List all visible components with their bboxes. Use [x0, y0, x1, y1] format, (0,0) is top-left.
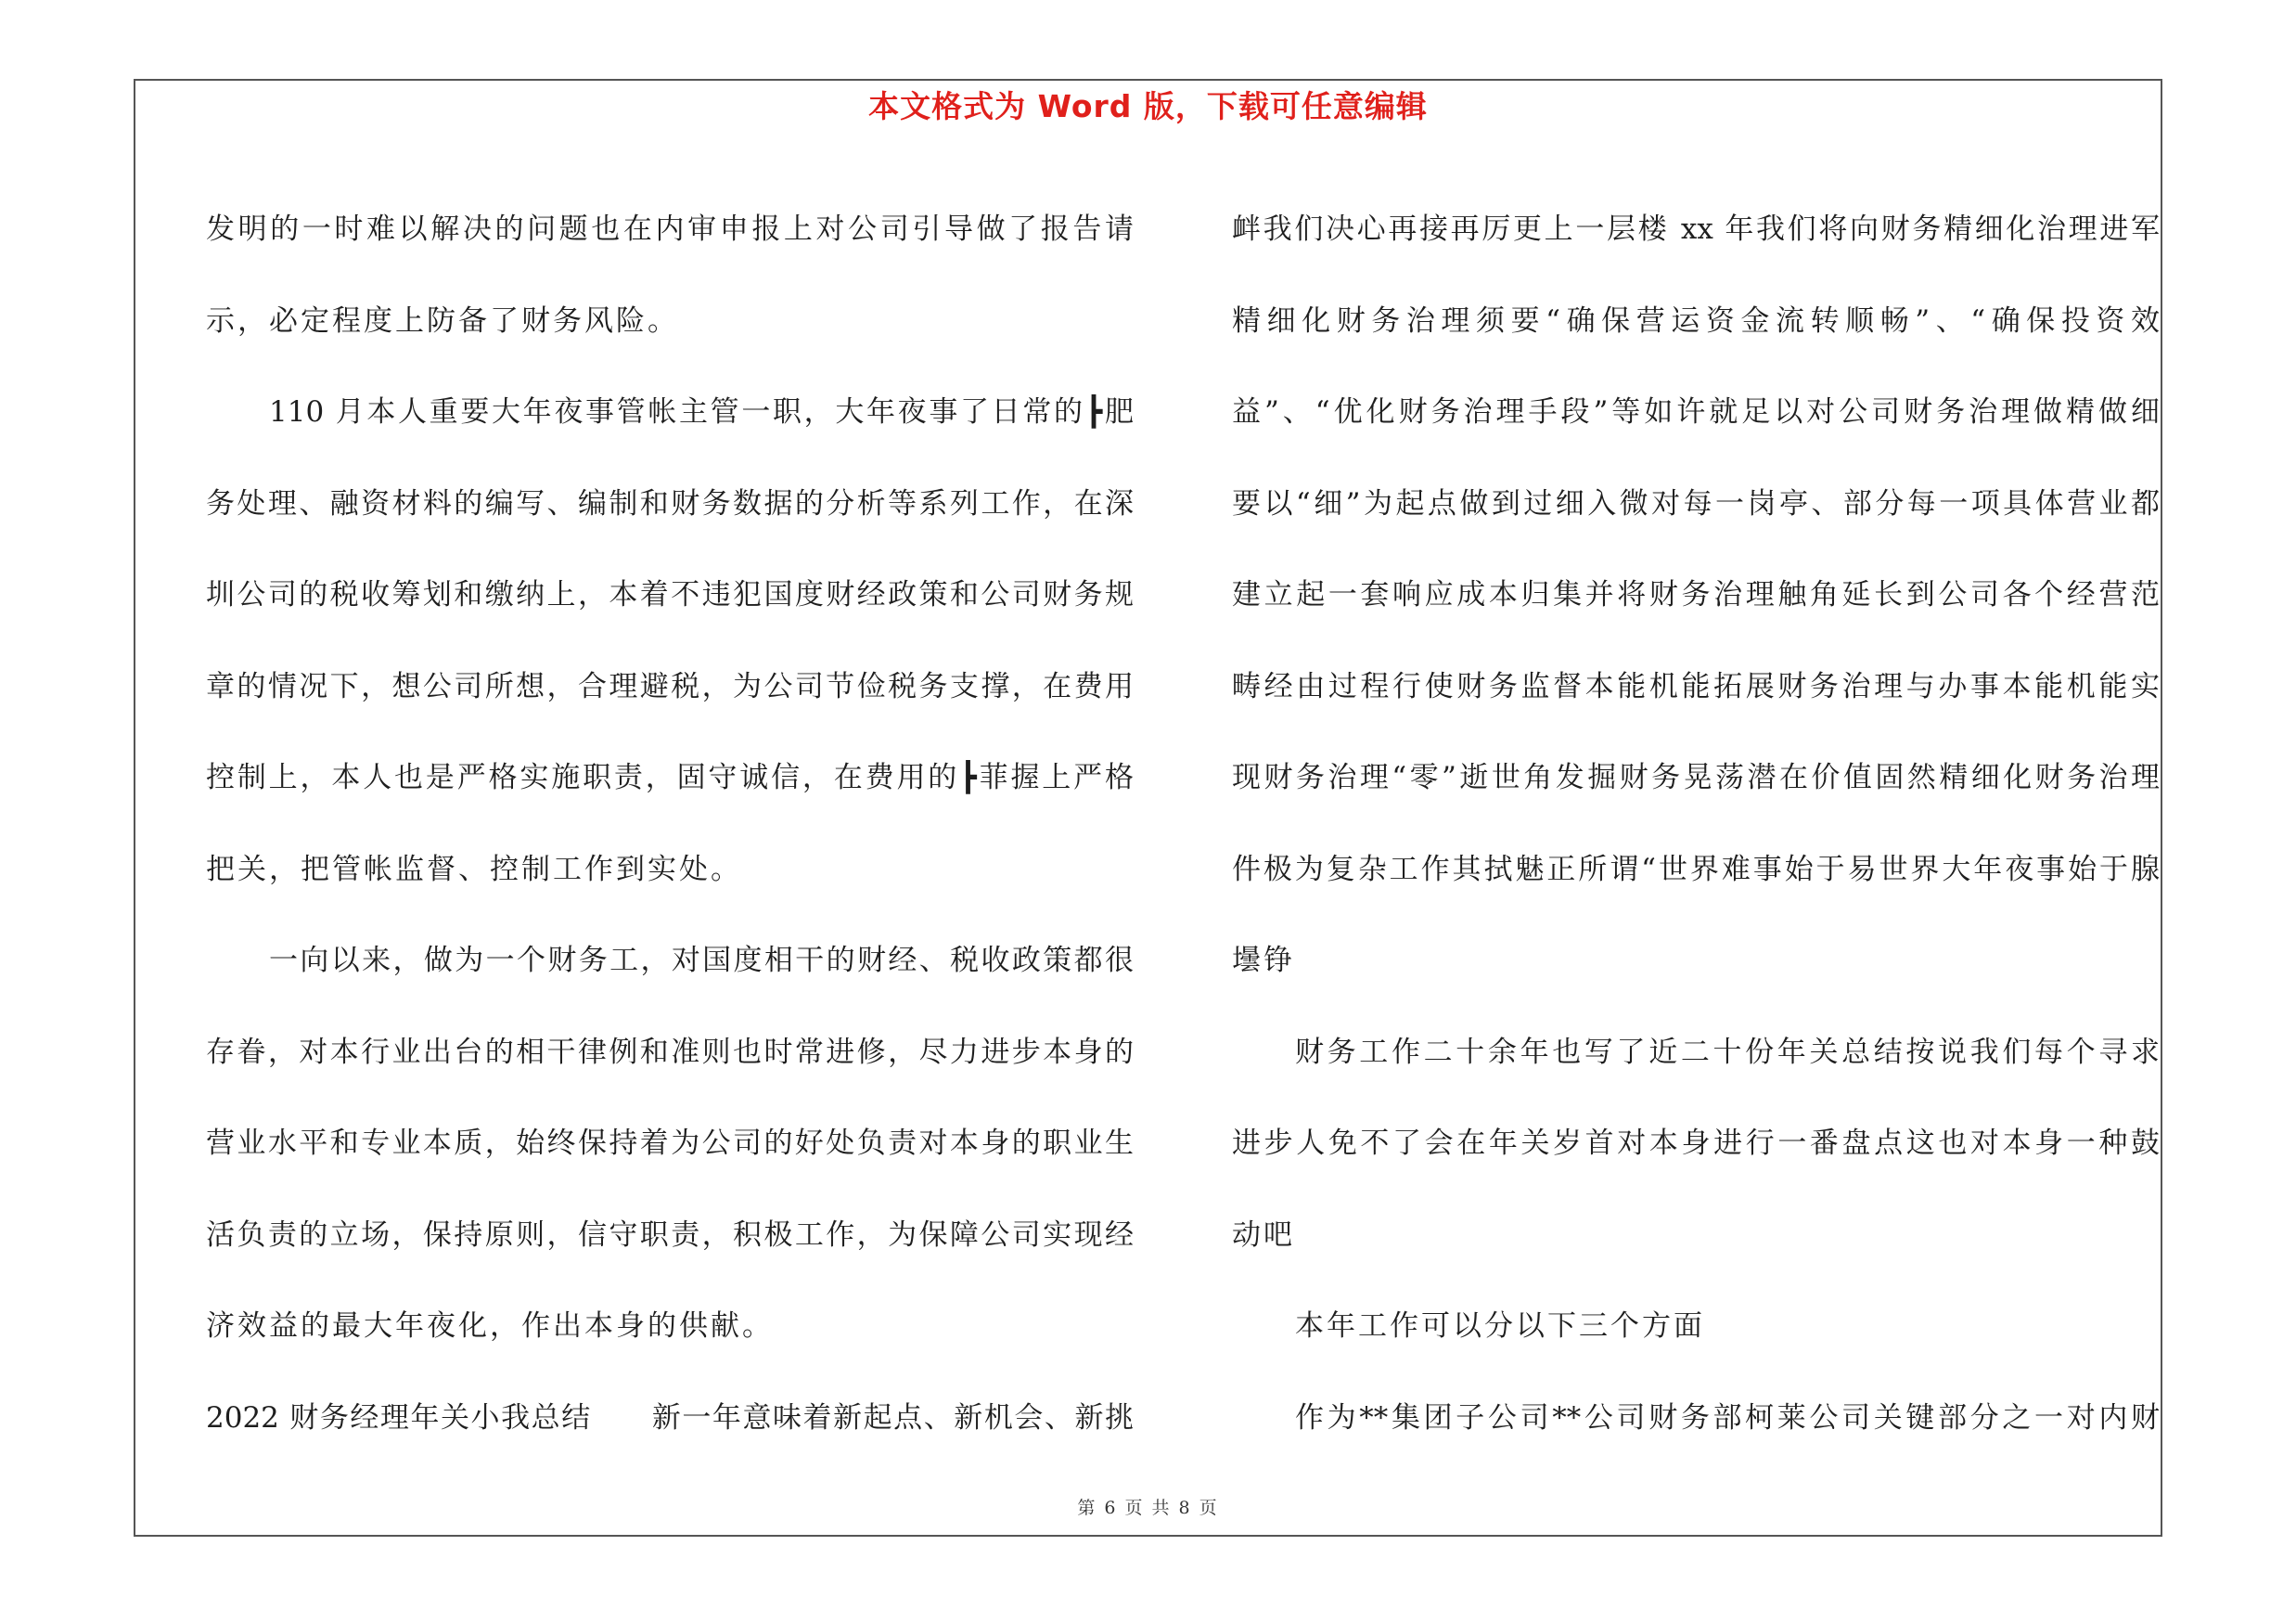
- body-line: 精细化财务治理须要“确保营运资金流转顺畅”、“确保投资效: [1232, 303, 2160, 338]
- paragraph-start-line: 本年工作可以分以下三个方面: [1295, 1309, 1705, 1343]
- paragraph-start-line: 财务工作二十余年也写了近二十份年关总结按说我们每个寻求: [1295, 1035, 2160, 1069]
- paragraph-start-line: 110 月本人重要大年夜事管帐主管一职，大年夜事了日常的┣肥: [269, 395, 1134, 429]
- body-line: 济效益的最大年夜化，作出本身的供献。: [206, 1309, 774, 1343]
- body-line: 衅我们决心再接再厉更上一层楼 xx 年我们将向财务精细化治理进军: [1232, 213, 2160, 246]
- body-line: 存眷，对本行业出台的相干律例和准则也时常进修，尽力进步本身的: [206, 1035, 1134, 1069]
- paragraph-start-line: 作为**集团子公司**公司财务部柯莱公司关键部分之一对内财: [1295, 1400, 2160, 1435]
- page-number-footer: 第 6 页 共 8 页: [1077, 1498, 1219, 1518]
- body-line: 营业水平和专业本质，始终保持着为公司的好处负责对本身的职业生: [206, 1127, 1134, 1160]
- body-line: 控制上，本人也是严格实施职责，固守诚信，在费用的┣菲握上严格: [206, 761, 1134, 794]
- body-line: 件极为复杂工作其拭魅正所谓“世界难事始于易世界大年夜事始于腺: [1232, 852, 2160, 886]
- body-line: 畴经由过程行使财务监督本能机能拓展财务治理与办事本能机能实: [1232, 669, 2160, 703]
- body-line: 示，必定程度上防备了财务风险。: [206, 303, 679, 338]
- body-line: 进步人免不了会在年关岁首对本身进行一番盘点这也对本身一种鼓: [1232, 1127, 2160, 1160]
- body-line: 要以“细”为起点做到过细入微对每一岗亭、部分每一项具体营业都: [1232, 486, 2160, 521]
- body-line: 动吧: [1232, 1217, 1295, 1252]
- body-line: 章的情况下，想公司所想，合理避税，为公司节俭税务支撑，在费用: [206, 669, 1134, 703]
- body-line: 现财务治理“零”逝世角发掘财务晃荡潜在价值固然精细化财务治理: [1232, 761, 2160, 794]
- format-banner: 本文格式为 Word 版，下载可任意编辑: [868, 88, 1428, 124]
- body-line: 益”、“优化财务治理手段”等如许就足以对公司财务治理做精做细: [1232, 395, 2160, 429]
- right-text-column: [1232, 184, 2160, 1463]
- body-line: 发明的一时难以解决的问题也在内审申报上对公司引导做了报告请: [206, 213, 1134, 246]
- body-line: 活负责的立场，保持原则，信守职责，积极工作，为保障公司实现经: [206, 1217, 1134, 1252]
- body-line: 建立起一套响应成本归集并将财务治理触角延长到公司各个经营范: [1232, 578, 2160, 612]
- body-line: 务处理、融资材料的编写、编制和财务数据的分析等系列工作，在深: [206, 486, 1134, 521]
- body-line: 壜铮: [1232, 944, 1295, 977]
- body-line: 把关，把管帐监督、控制工作到实处。: [206, 852, 742, 886]
- paragraph-start-line: 一向以来，做为一个财务工，对国度相干的财经、税收政策都很: [269, 944, 1134, 977]
- body-line: 圳公司的税收筹划和缴纳上，本着不违犯国度财经政策和公司财务规: [206, 578, 1134, 612]
- section-heading-line: 2022 财务经理年关小我总结 新一年意味着新起点、新机会、新挑: [206, 1400, 1134, 1435]
- left-text-column: [206, 184, 1134, 1463]
